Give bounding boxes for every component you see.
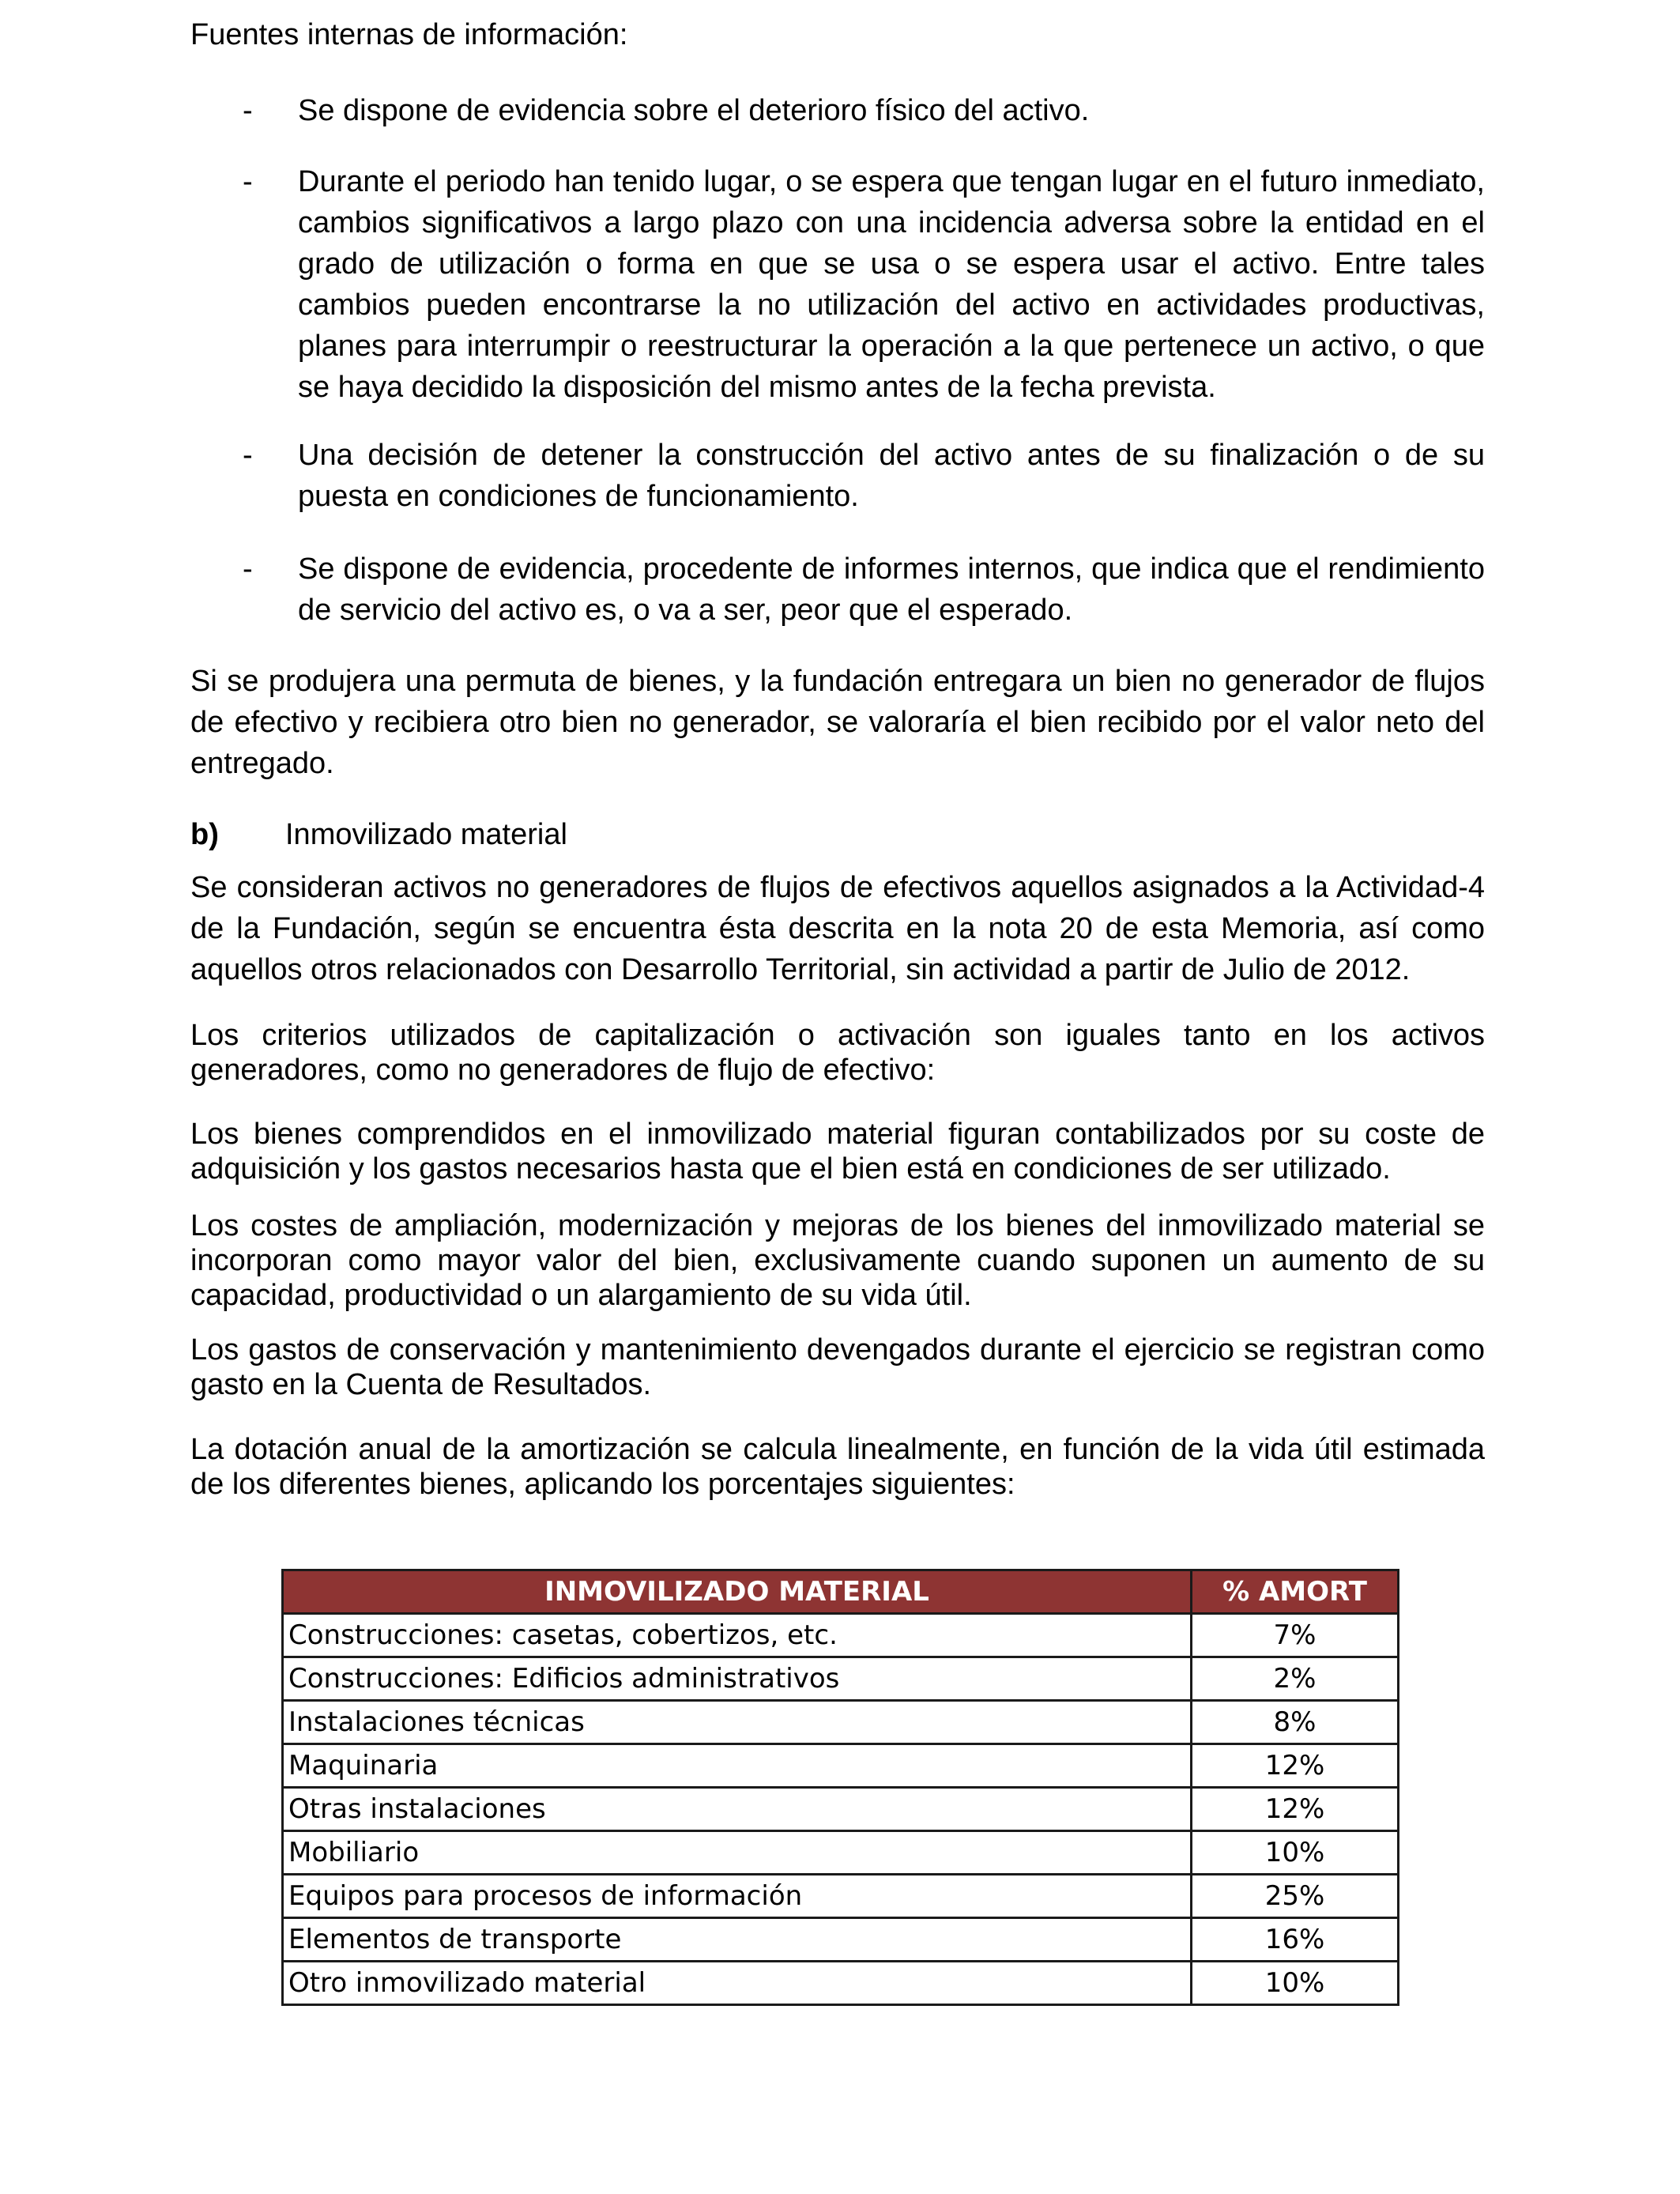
asset-cell: Construcciones: Edificios administrativos xyxy=(283,1657,1192,1701)
table-row xyxy=(283,1918,1399,1962)
asset-cell: Mobiliario xyxy=(283,1831,1192,1875)
bullet-dash: - xyxy=(243,552,253,586)
percent-cell: 25% xyxy=(1192,1875,1399,1918)
paragraph-permuta: Si se produjera una permuta de bienes, y la fundación entregara un bien no generador de flujos de efectivo y recibiera otro bien no generador, se valoraría el bien recibido por el valor neto del entregado. xyxy=(190,665,1485,780)
bullet-text: Se dispone de evidencia, procedente de informes internos, que indica que el rendimiento de servicio del activo es, o va a ser, peor que el esperado. xyxy=(298,552,1485,627)
table-row xyxy=(283,1701,1399,1744)
table-row xyxy=(283,1614,1399,1657)
table-row xyxy=(283,1657,1399,1701)
table-row xyxy=(283,1962,1399,2005)
percent-cell: 8% xyxy=(1192,1701,1399,1744)
table-row xyxy=(283,1875,1399,1918)
percent-cell: 12% xyxy=(1192,1788,1399,1831)
asset-cell: Maquinaria xyxy=(283,1744,1192,1788)
subsection-label: b) xyxy=(190,818,219,851)
percent-cell: 2% xyxy=(1192,1657,1399,1701)
asset-cell: Otro inmovilizado material xyxy=(283,1962,1192,2005)
table-header-row xyxy=(283,1570,1399,1614)
table-row xyxy=(283,1788,1399,1831)
percent-cell: 10% xyxy=(1192,1831,1399,1875)
asset-cell: Otras instalaciones xyxy=(283,1788,1192,1831)
amortization-table xyxy=(281,1569,1399,2006)
paragraph-bienes: Los bienes comprendidos en el inmovilizado material figuran contabilizados por su coste de adquisición y los gastos necesarios hasta que el bien está en condiciones de ser utilizado. xyxy=(190,1118,1485,1186)
subsection-heading xyxy=(190,814,567,855)
paragraph-criterios: Los criterios utilizados de capitalización o activación son iguales tanto en los activos generadores, como no generadores de flujo de efectivo: xyxy=(190,1019,1485,1087)
percent-cell: 10% xyxy=(1192,1962,1399,2005)
asset-cell: Elementos de transporte xyxy=(283,1918,1192,1962)
bullet-dash: - xyxy=(243,165,253,198)
table-row xyxy=(283,1744,1399,1788)
subsection-title: Inmovilizado material xyxy=(285,818,567,851)
asset-cell: Instalaciones técnicas xyxy=(283,1701,1192,1744)
section-heading: Fuentes internas de información: xyxy=(190,18,628,51)
bullet-dash: - xyxy=(243,94,253,127)
bullet-text: Se dispone de evidencia sobre el deterioro físico del activo. xyxy=(298,94,1090,127)
header-asset: INMOVILIZADO MATERIAL xyxy=(283,1570,1192,1614)
asset-cell: Equipos para procesos de información xyxy=(283,1875,1192,1918)
header-percent: % AMORT xyxy=(1192,1570,1399,1614)
bullet-dash: - xyxy=(243,439,253,472)
table-row xyxy=(283,1831,1399,1875)
paragraph-costes: Los costes de ampliación, modernización y mejoras de los bienes del inmovilizado material se incorporan como mayor valor del bien, exclusivamente cuando suponen un aumento de su capacidad, productividad o un alargamiento de su vida útil. xyxy=(190,1209,1485,1312)
paragraph-gastos: Los gastos de conservación y mantenimiento devengados durante el ejercicio se registran como gasto en la Cuenta de Resultados. xyxy=(190,1333,1485,1401)
percent-cell: 16% xyxy=(1192,1918,1399,1962)
bullet-text: Durante el periodo han tenido lugar, o se espera que tengan lugar en el futuro inmediato, cambios significativos a largo plazo con una incidencia adversa sobre la entidad en el grado de utilización o forma en que se usa o se espera usar el activo. Entre tales cambios pueden encontrarse la no utilización del activo en actividades productivas, planes para interrumpir o reestructurar la operación a la que pertenece un activo, o que se haya decidido la disposición del mismo antes de la fecha prevista. xyxy=(298,165,1485,404)
bullet-text: Una decisión de detener la construcción del activo antes de su finalización o de su puesta en condiciones de funcionamiento. xyxy=(298,439,1485,513)
paragraph-activos: Se consideran activos no generadores de flujos de efectivos aquellos asignados a la Actividad-4 de la Fundación, según se encuentra ésta descrita en la nota 20 de esta Memoria, así como aquellos otros relacionados con Desarrollo Territorial, sin actividad a partir de Julio de 2012. xyxy=(190,871,1485,986)
percent-cell: 7% xyxy=(1192,1614,1399,1657)
percent-cell: 12% xyxy=(1192,1744,1399,1788)
asset-cell: Construcciones: casetas, cobertizos, etc. xyxy=(283,1614,1192,1657)
paragraph-dotacion: La dotación anual de la amortización se calcula linealmente, en función de la vida útil estimada de los diferentes bienes, aplicando los porcentajes siguientes: xyxy=(190,1433,1485,1501)
